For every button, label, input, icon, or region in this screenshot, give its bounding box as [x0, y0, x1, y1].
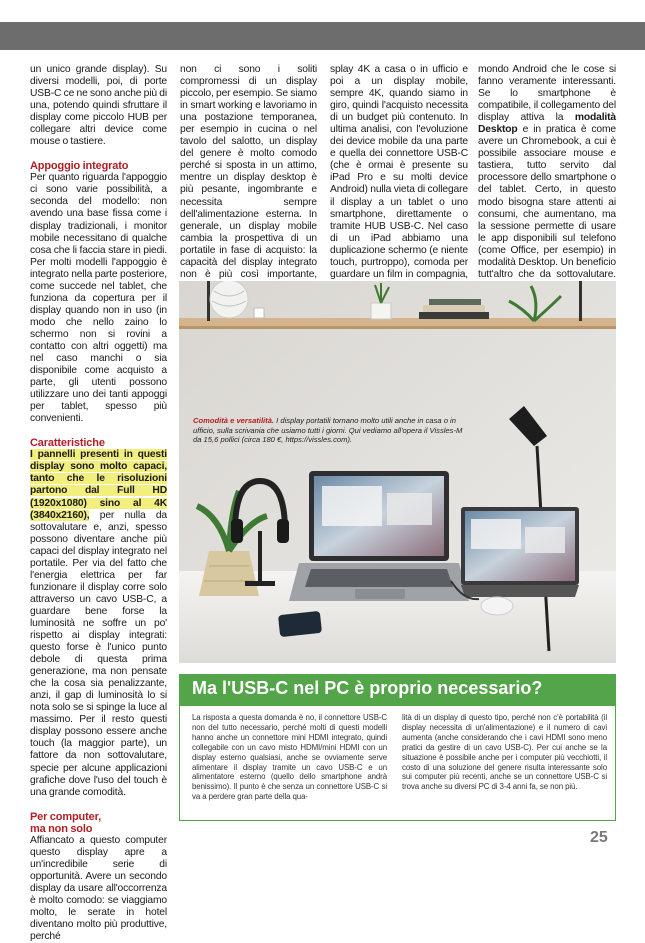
paragraph: non ci sono i soliti compromessi di un display piccolo, per esempio. Se siamo in smart working e lavoriamo in una postazione temporanea, per esempio in cucina o nel tavolo del salotto, un display del genere è molto comodo perché si sposta in un attimo, mentre un display desktop è più pesante, ingombrante e necessita sempre dell'alimentazione esterna. In generale, un display mobile cambia la prospettiva di un portatile in fase di acquisto: la capacità del display integrato non è più così importante, — [180, 64, 317, 280]
bold-text: modalità Desktop — [478, 112, 616, 136]
caption-title: Comodità e versatilità. — [193, 416, 275, 425]
paragraph: Per quanto riguarda l'appoggio ci sono varie possibilità, a seconda del modello: non avendo una base fissa come i display tradizionali, i monitor mobile necessitano di qualche cosa che li faccia stare in piedi. Per molti modelli l'appoggio è integrato nella parte posteriore, come succede nel tablet, che funziona da copertura per il display quando non in uso (in modo che nello zaino lo schermo non si rovini a contatto con altri oggetti) ma nel caso manchi o sia disponibile come acquisto a parte, gli utenti possono utilizzare uno dei tanti appoggi per tablet, spesso più convenienti. — [30, 172, 167, 425]
paragraph-text: e in pratica è come avere un Chromebook, a cui è possibile associare mouse e tastiera, tutto servito dal processore dello smartphone o del tablet. Certo, in questo modo bisogna stare attenti ai consumi, che aumentano, ma la sessione permette di usare le app disponibili sul telefono (come Office, per esempio) in modalità Desktop. Un beneficio tutt'altro che da sottovalutare. — [478, 124, 616, 280]
sidebar-box — [179, 674, 616, 821]
paragraph-text: per nulla da sottovalutare e, anzi, spesso possono diventare anche più capaci del display integrato nel portatile. Per via del fatto che l'energia elettrica per far funzionare il display corre solo attraverso un cavo USB-C, a guardare bene forse la luminosità ne soffre un po' rispetto ai display integrati: questo forse è l'unico punto debole di questa prima generazione, ma non pensate che la cosa sia penalizzante, anzi, il gap di luminosità lo si nota solo se si spinge la luce al massimo. Per il resto questi display possono essere anche touch (la maggior parte), un fattore da non sottovalutare, specie per alcune applicazioni grafiche dove l'uso del touch è una grande comodità. — [30, 509, 167, 798]
desk-scene-illustration — [179, 281, 616, 663]
paragraph — [478, 64, 616, 293]
paragraph-text: mondo Android che le cose si fanno veramente interessanti. Se lo smartphone è compatibile, il collegamento del display attiva la — [478, 64, 616, 124]
heading-line-1: Per computer, — [30, 810, 102, 823]
column-4 — [478, 64, 616, 293]
top-bar — [0, 22, 645, 50]
heading-line-2: ma non solo — [30, 822, 93, 835]
box-title: Ma l'USB-C nel PC è proprio necessario? — [192, 678, 543, 698]
section-heading: Caratteristiche — [30, 437, 105, 450]
column-2 — [180, 64, 317, 305]
section-heading — [30, 811, 167, 835]
column-1 — [30, 64, 167, 943]
caption-text: I display portatili tornano molto utili anche in casa o in ufficio, sulla scrivania che usiamo tutti i giorni. Qui vediamo all'opera il Vissles-M da 15,6 pollici (circa 180 €, https://vissles.com). — [193, 416, 463, 445]
page-number: 25 — [590, 829, 608, 846]
paragraph: splay 4K a casa o in ufficio e poi a un display mobile, sempre 4K, quando siamo in giro, quindi l'acquisto necessita di un budget più contenuto. In ultima analisi, con l'evoluzione dei device mobile da una parte e quella dei connettore USB-C (che è ormai è presente su iPad Pro e su molti device Android) nulla vieta di collegare il display a un tablet o uno smartphone, direttamente o tramite HUB USB-C. Nel caso di un iPad abbiamo una duplicazione schermo (e niente touch, purtroppo), comoda per guardare un film in compagnia, — [330, 64, 468, 280]
paragraph: un unico grande display). Su diversi modelli, poi, di porte USB-C ce ne sono anche più di una, potendo quindi sfruttare il display come piccolo HUB per collegare altri device come mouse o tastiere. — [30, 64, 167, 148]
section-heading: Appoggio integrato — [30, 160, 129, 173]
column-3 — [330, 64, 468, 293]
paragraph — [30, 449, 167, 798]
photo-caption — [193, 416, 463, 445]
box-text-right: lità di un display di questo tipo, perché non c'è portabilità (il display necessita di un'alimentazione) e il numero di cavi aumenta (anche considerando che i cavi HDMI sono meno pratici da gestire di un cavo USB-C). Per cui anche se la situazione è possibile anche per i computer più vecchiotti, il costo di una soluzione del genere risulta interessante solo sui computer più recenti, anche se un connettore USB-C si trova anche su diversi PC di 3-4 anni fa, se non più. — [402, 713, 607, 792]
box-text-left: La risposta a questa domanda è no, il connettore USB-C non del tutto necessario, perché molti di questi modelli hanno anche un connettore mini HDMI integrato, quindi collegabile con un cavo misto HDMI/mini HDMI con un display esterno qualsiasi, anche se ovviamente serve alimentare il display tramite un cavo USB-C e un alimentatore esterno (quello dello smartphone andrà benissimo). Il punto è che senza un connettore USB-C si va a perdere gran parte della qua- — [192, 713, 387, 802]
product-photo — [179, 281, 616, 663]
box-header — [180, 675, 615, 706]
highlighted-text: I pannelli presenti in questi display sono molto capaci, tanto che le risoluzioni partono dal Full HD (1920x1080) sino al 4K (3840x2160), — [30, 449, 167, 521]
paragraph: Affiancato a questo computer questo display apre a un'incredibile serie di opportunità. Avere un secondo display da usare all'occorrenza è molto comodo: se viaggiamo molto, le serate in hotel diventano molto più produttive, perché — [30, 834, 167, 943]
